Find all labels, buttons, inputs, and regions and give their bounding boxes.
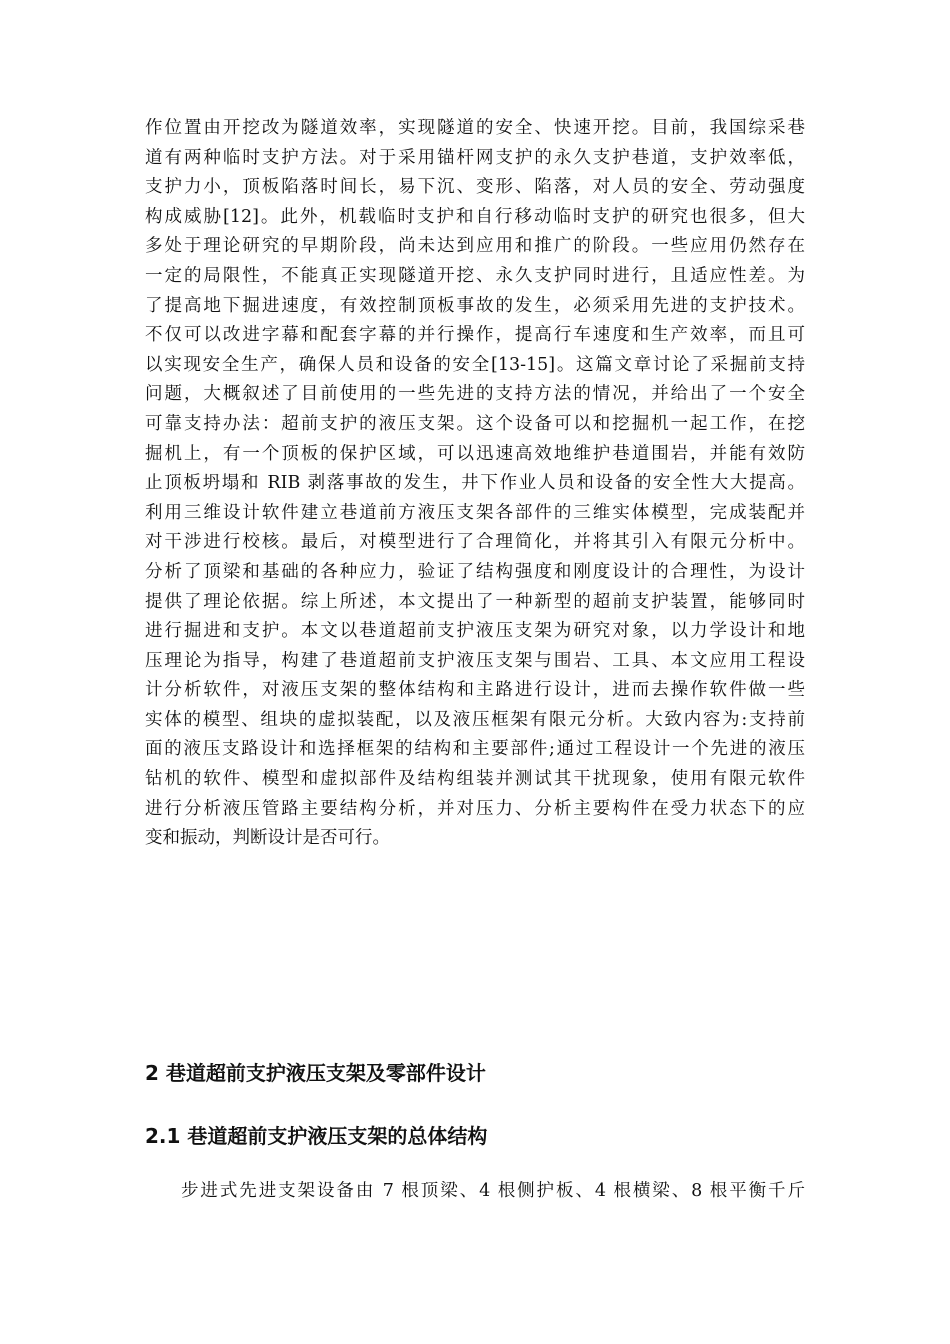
section-heading: 2 巷道超前支护液压支架及零部件设计 <box>145 1061 486 1085</box>
body-line: 对干涉进行校核。最后，对模型进行了合理简化，并将其引入有限元分析中。 <box>145 532 805 553</box>
body-line: 支护力小，顶板陷落时间长，易下沉、变形、陷落，对人员的安全、劳动强度 <box>145 177 805 198</box>
body-line: 利用三维设计软件建立巷道前方液压支架各部件的三维实体模型，完成装配并 <box>145 502 805 523</box>
subsection-heading: 2.1 巷道超前支护液压支架的总体结构 <box>145 1124 488 1148</box>
body-line: 钻机的软件、模型和虚拟部件及结构组装并测试其干扰现象，使用有限元软件 <box>145 769 805 790</box>
body-line: 了提高地下掘进速度，有效控制顶板事故的发生，必须采用先进的支护技术。 <box>145 295 805 316</box>
body-line: 提供了理论依据。综上所述，本文提出了一种新型的超前支护装置，能够同时 <box>145 591 805 612</box>
body-line: 构成威胁[12]。此外，机载临时支护和自行移动临时支护的研究也很多，但大 <box>145 206 805 227</box>
body-line: 问题，大概叙述了目前使用的一些先进的支持方法的情况，并给出了一个安全 <box>145 384 805 405</box>
body-paragraph <box>145 114 805 854</box>
body-line-last: 变和振动，判断设计是否可行。 <box>145 828 390 849</box>
body-line: 道有两种临时支护方法。对于采用锚杆网支护的永久支护巷道，支护效率低， <box>145 147 805 168</box>
body-line: 可靠支持办法：超前支护的液压支架。这个设备可以和挖掘机一起工作，在挖 <box>145 413 805 434</box>
body-line: 面的液压支路设计和选择框架的结构和主要部件;通过工程设计一个先进的液压 <box>145 739 805 760</box>
body-line: 不仅可以改进字幕和配套字幕的并行操作，提高行车速度和生产效率，而且可 <box>145 325 805 346</box>
body-line: 实体的模型、组块的虚拟装配，以及液压框架有限元分析。大致内容为:支持前 <box>145 709 805 730</box>
body-line: 计分析软件，对液压支架的整体结构和主路进行设计，进而去操作软件做一些 <box>145 680 805 701</box>
body-line: 止顶板坍塌和 RIB 剥落事故的发生，井下作业人员和设备的安全性大大提高。 <box>145 473 805 494</box>
body-line: 多处于理论研究的早期阶段，尚未达到应用和推广的阶段。一些应用仍然存在 <box>145 236 805 257</box>
body-line: 进行掘进和支护。本文以巷道超前支护液压支架为研究对象，以力学设计和地 <box>145 621 805 642</box>
body-line: 压理论为指导，构建了巷道超前支护液压支架与围岩、工具、本文应用工程设 <box>145 650 805 671</box>
body-line: 一定的局限性，不能真正实现隧道开挖、永久支护同时进行，且适应性差。为 <box>145 265 805 286</box>
body-line: 以实现安全生产，确保人员和设备的安全[13-15]。这篇文章讨论了采掘前支持 <box>145 354 805 375</box>
body-line: 进行分析液压管路主要结构分析，并对压力、分析主要构件在受力状态下的应 <box>145 798 805 819</box>
body-line: 掘机上，有一个顶板的保护区域，可以迅速高效地维护巷道围岩，并能有效防 <box>145 443 805 464</box>
body-line: 分析了顶梁和基础的各种应力，验证了结构强度和刚度设计的合理性，为设计 <box>145 561 805 582</box>
next-paragraph-first-line: 步进式先进支架设备由 7 根顶梁、4 根侧护板、4 根横梁、8 根平衡千斤 <box>181 1181 805 1201</box>
body-line: 作位置由开挖改为隧道效率，实现隧道的安全、快速开挖。目前，我国综采巷 <box>145 118 805 138</box>
